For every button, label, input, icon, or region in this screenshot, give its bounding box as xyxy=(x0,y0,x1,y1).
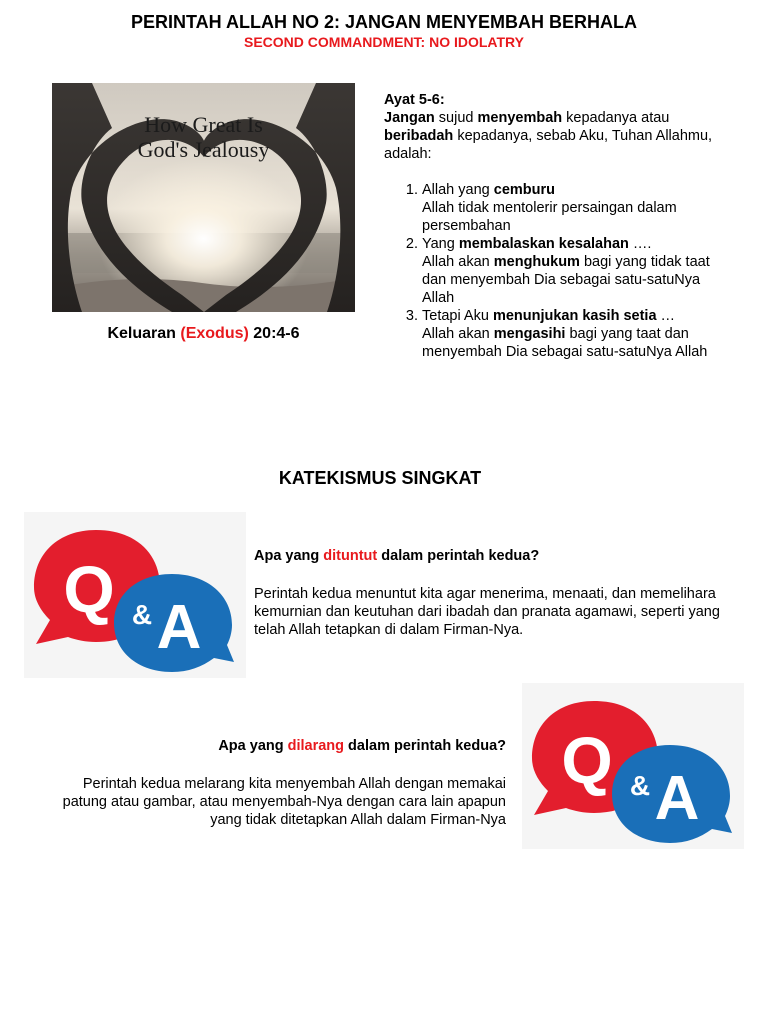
answer-1: Perintah kedua menuntut kita agar menerima, menaati, dan memelihara kemurnian dan keutuhan dari ibadah dan pranata agamawi, seperti yang telah Allah tetapkan di dalam Firman-Nya. xyxy=(254,586,720,638)
question-2: Apa yang dilarang dalam perintah kedua? xyxy=(218,738,506,754)
text-run: Allah yang xyxy=(422,182,494,198)
attribute-description xyxy=(422,253,734,307)
page-subtitle: SECOND COMMANDMENT: NO IDOLATRY xyxy=(244,34,524,50)
qa-amp: & xyxy=(131,599,153,630)
emphasis-text: membalaskan kesalahan xyxy=(458,236,629,252)
reference-verses: 20:4-6 xyxy=(253,325,300,342)
text-run: sujud xyxy=(434,110,478,126)
qa-icon xyxy=(522,683,744,849)
section-title: KATEKISMUS SINGKAT xyxy=(278,468,482,488)
attribute-item xyxy=(422,181,734,235)
attribute-description xyxy=(422,325,734,361)
text-run: …. xyxy=(628,236,652,252)
text-run: bagi yang tidak taat dan menyembah Dia sebagai satu-satuNya Allah xyxy=(422,254,710,306)
emphasis-text: cemburu xyxy=(493,182,555,198)
attribute-description xyxy=(422,199,734,235)
attribute-heading xyxy=(422,235,734,253)
verse-block xyxy=(384,91,734,361)
image-caption xyxy=(52,112,355,162)
attribute-item xyxy=(422,307,734,361)
qa-item-2 xyxy=(40,737,506,829)
question-1-keyword: dituntut xyxy=(323,548,378,564)
text-run: Yang xyxy=(422,236,459,252)
reference-book: Keluaran xyxy=(107,325,176,342)
image-caption-line1: How Great Is xyxy=(144,112,263,137)
question-2-keyword: dilarang xyxy=(287,738,345,754)
emphasis-text: Jangan xyxy=(384,110,435,126)
emphasis-text: mengasihi xyxy=(493,326,566,342)
qa-item-1 xyxy=(254,547,744,639)
text-run: Tetapi Aku xyxy=(422,308,493,324)
text-run: … xyxy=(656,308,676,324)
qa-q-letter: Q xyxy=(561,723,613,797)
image-caption-line2: God's Jealousy xyxy=(137,137,270,162)
qa-a-letter: A xyxy=(156,593,202,662)
text-run: bagi yang taat dan menyembah Dia sebagai satu-satuNya Allah xyxy=(422,326,708,360)
qa-amp: & xyxy=(629,770,651,801)
text-run: Allah akan xyxy=(422,254,494,270)
text-run: kepadanya, sebab Aku, Tuhan Allahmu, adalah: xyxy=(384,128,713,162)
emphasis-text: menyembah xyxy=(477,110,563,126)
qa-a-letter: A xyxy=(654,764,700,833)
emphasis-text: menghukum xyxy=(493,254,580,270)
verse-intro xyxy=(384,109,734,163)
text-run: kepadanya atau xyxy=(562,110,670,126)
attribute-list xyxy=(384,181,734,361)
reference-book-english: (Exodus) xyxy=(180,325,249,342)
attribute-heading xyxy=(422,181,734,199)
verse-label: Ayat 5-6: xyxy=(384,92,445,108)
attribute-heading xyxy=(422,307,734,325)
attribute-item xyxy=(422,235,734,307)
answer-2: Perintah kedua melarang kita menyembah Allah dengan memakai patung atau gambar, atau menyembah-Nya dengan cara lain apapun yang tidak ditetapkan Allah dalam Firman-Nya xyxy=(62,776,506,828)
text-run: Allah tidak mentolerir persaingan dalam persembahan xyxy=(422,200,677,234)
scripture-reference xyxy=(52,325,355,343)
text-run: Allah akan xyxy=(422,326,494,342)
qa-icon xyxy=(24,512,246,678)
emphasis-text: beribadah xyxy=(384,128,454,144)
emphasis-text: menunjukan kasih setia xyxy=(492,308,657,324)
question-1: Apa yang dituntut dalam perintah kedua? xyxy=(254,548,540,564)
qa-q-letter: Q xyxy=(63,552,115,626)
page-title: PERINTAH ALLAH NO 2: JANGAN MENYEMBAH BERHALA xyxy=(130,12,637,32)
